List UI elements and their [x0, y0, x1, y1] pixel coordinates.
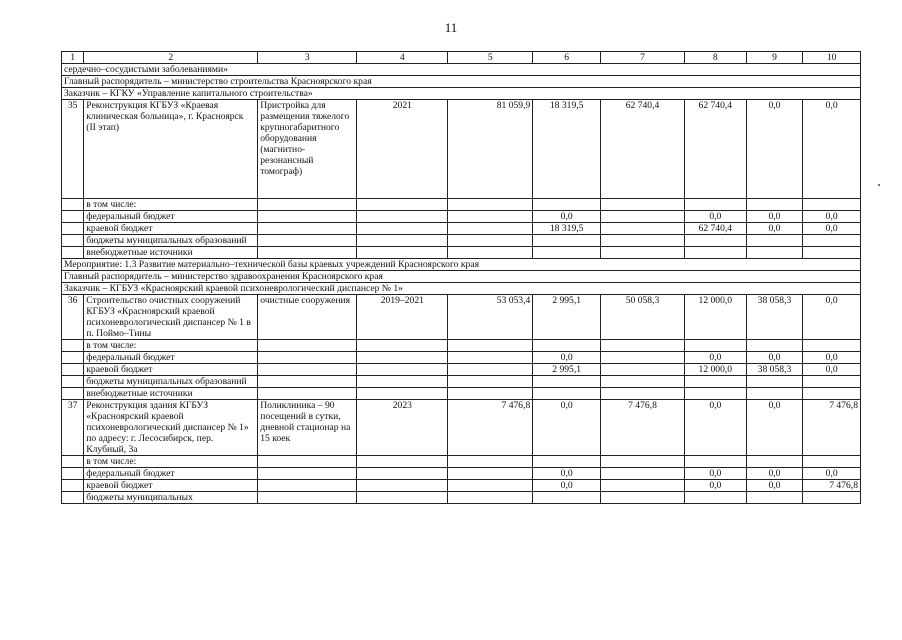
cell-c7: 62 740,4 — [601, 100, 685, 199]
table-row — [62, 340, 861, 352]
cell-c8: 0,0 — [684, 400, 746, 456]
regional-label: краевой бюджет — [84, 480, 258, 492]
col-header: 3 — [258, 52, 357, 64]
col-header: 7 — [601, 52, 685, 64]
cell-c10: 0,0 — [803, 352, 861, 364]
cell-c10: 7 476,8 — [803, 400, 861, 456]
object-years: 2023 — [357, 400, 448, 456]
cell-c8: 0,0 — [684, 468, 746, 480]
cell-c9: 0,0 — [746, 211, 803, 223]
cell-c10: 0,0 — [803, 211, 861, 223]
table-row — [62, 456, 861, 468]
extrabudget-label: внебюджетные источники — [84, 388, 258, 400]
cell-c6: 18 319,5 — [533, 223, 601, 235]
object-name: Реконструкция КГБУЗ «Краевая клиническая больница», г. Красноярск (II этап) — [84, 100, 258, 199]
incl-label: в том числе: — [84, 199, 258, 211]
row-number: 35 — [62, 100, 84, 199]
municipal-label: бюджеты муниципальных — [84, 492, 258, 504]
cell-c8: 12 000,0 — [684, 295, 746, 340]
cell-c9: 0,0 — [746, 352, 803, 364]
table-row — [62, 376, 861, 388]
cell-c8: 62 740,4 — [684, 223, 746, 235]
section-continuation: сердечно–сосудистыми заболеваниями» — [62, 64, 861, 76]
cell-c6: 0,0 — [533, 480, 601, 492]
cell-c9: 38 058,3 — [746, 295, 803, 340]
col-header: 8 — [684, 52, 746, 64]
section-row — [62, 283, 861, 295]
table-row — [62, 468, 861, 480]
page-number: 11 — [444, 20, 458, 35]
regional-label: краевой бюджет — [84, 223, 258, 235]
row-number: 37 — [62, 400, 84, 456]
cell-c6: 0,0 — [533, 352, 601, 364]
incl-label: в том числе: — [84, 456, 258, 468]
col-header: 10 — [803, 52, 861, 64]
table-row — [62, 235, 861, 247]
cell-c10: 0,0 — [803, 468, 861, 480]
header-row — [62, 52, 861, 64]
cell-c5: 53 053,4 — [448, 295, 533, 340]
cell-c6: 0,0 — [533, 211, 601, 223]
cell-c6: 2 995,1 — [533, 295, 601, 340]
municipal-label: бюджеты муниципальных образований — [84, 376, 258, 388]
col-header: 1 — [62, 52, 84, 64]
section-distributor: Главный распорядитель – министерство здравоохранения Красноярского края — [62, 271, 861, 283]
cell-c5: 81 059,9 — [448, 100, 533, 199]
table-row — [62, 388, 861, 400]
row-number: 36 — [62, 295, 84, 340]
cell-c10: 0,0 — [803, 100, 861, 199]
table-row — [62, 492, 861, 504]
federal-label: федеральный бюджет — [84, 211, 258, 223]
section-distributor: Главный распорядитель – министерство строительства Красноярского края — [62, 76, 861, 88]
extrabudget-label: внебюджетные источники — [84, 247, 258, 259]
cell-c10: 0,0 — [803, 295, 861, 340]
cell-c9: 0,0 — [746, 223, 803, 235]
budget-table — [61, 51, 861, 504]
table-row — [62, 400, 861, 456]
object-years: 2019–2021 — [357, 295, 448, 340]
cell-c9: 0,0 — [746, 400, 803, 456]
municipal-label: бюджеты муниципальных образований — [84, 235, 258, 247]
section-row — [62, 76, 861, 88]
cell-c6: 2 995,1 — [533, 364, 601, 376]
cell-c7: 7 476,8 — [601, 400, 685, 456]
cell-c9: 0,0 — [746, 480, 803, 492]
col-header: 4 — [357, 52, 448, 64]
section-customer: Заказчик – КГБУЗ «Красноярский краевой психоневрологический диспансер № 1» — [62, 283, 861, 295]
scan-speck — [878, 184, 880, 186]
object-capacity: очистные сооружения — [258, 295, 357, 340]
cell-c5: 7 476,8 — [448, 400, 533, 456]
federal-label: федеральный бюджет — [84, 468, 258, 480]
cell-c7: 50 058,3 — [601, 295, 685, 340]
col-header: 9 — [746, 52, 803, 64]
cell-c10: 0,0 — [803, 364, 861, 376]
cell-c6: 18 319,5 — [533, 100, 601, 199]
object-name: Реконструкция здания КГБУЗ «Красноярский краевой психоневрологический диспансер № 1» по адресу: г. Лесосибирск, пер. Клубный, 3а — [84, 400, 258, 456]
table-row — [62, 211, 861, 223]
cell-c8: 12 000,0 — [684, 364, 746, 376]
section-row — [62, 64, 861, 76]
cell-c10: 0,0 — [803, 223, 861, 235]
cell-c6: 0,0 — [533, 400, 601, 456]
section-row — [62, 88, 861, 100]
cell-c8: 0,0 — [684, 480, 746, 492]
section-row — [62, 259, 861, 271]
object-capacity: Пристройка для размещения тяжелого крупногабаритного оборудования (магнитно-резонансный томограф) — [258, 100, 357, 199]
cell-c8: 0,0 — [684, 211, 746, 223]
section-event: Мероприятие: 1.3 Развитие материально–технической базы краевых учреждений Красноярского края — [62, 259, 861, 271]
table-row — [62, 100, 861, 199]
table-row — [62, 199, 861, 211]
cell-c9: 0,0 — [746, 100, 803, 199]
cell-c8: 0,0 — [684, 352, 746, 364]
object-years: 2021 — [357, 100, 448, 199]
table-row — [62, 223, 861, 235]
cell-c8: 62 740,4 — [684, 100, 746, 199]
object-capacity: Поликлиника – 90 посещений в сутки, дневной стационар на 15 коек — [258, 400, 357, 456]
col-header: 5 — [448, 52, 533, 64]
table-row — [62, 247, 861, 259]
cell-c9: 0,0 — [746, 468, 803, 480]
section-row — [62, 271, 861, 283]
cell-c10: 7 476,8 — [803, 480, 861, 492]
table-row — [62, 364, 861, 376]
table-row — [62, 480, 861, 492]
cell-c9: 38 058,3 — [746, 364, 803, 376]
object-name: Строительство очистных сооружений КГБУЗ «Красноярский краевой психоневрологический диспансер № 1 в п. Поймо–Тины — [84, 295, 258, 340]
table-row — [62, 352, 861, 364]
federal-label: федеральный бюджет — [84, 352, 258, 364]
section-customer: Заказчик – КГКУ «Управление капитального строительства» — [62, 88, 861, 100]
table-row — [62, 295, 861, 340]
regional-label: краевой бюджет — [84, 364, 258, 376]
incl-label: в том числе: — [84, 340, 258, 352]
col-header: 6 — [533, 52, 601, 64]
col-header: 2 — [84, 52, 258, 64]
cell-c6: 0,0 — [533, 468, 601, 480]
